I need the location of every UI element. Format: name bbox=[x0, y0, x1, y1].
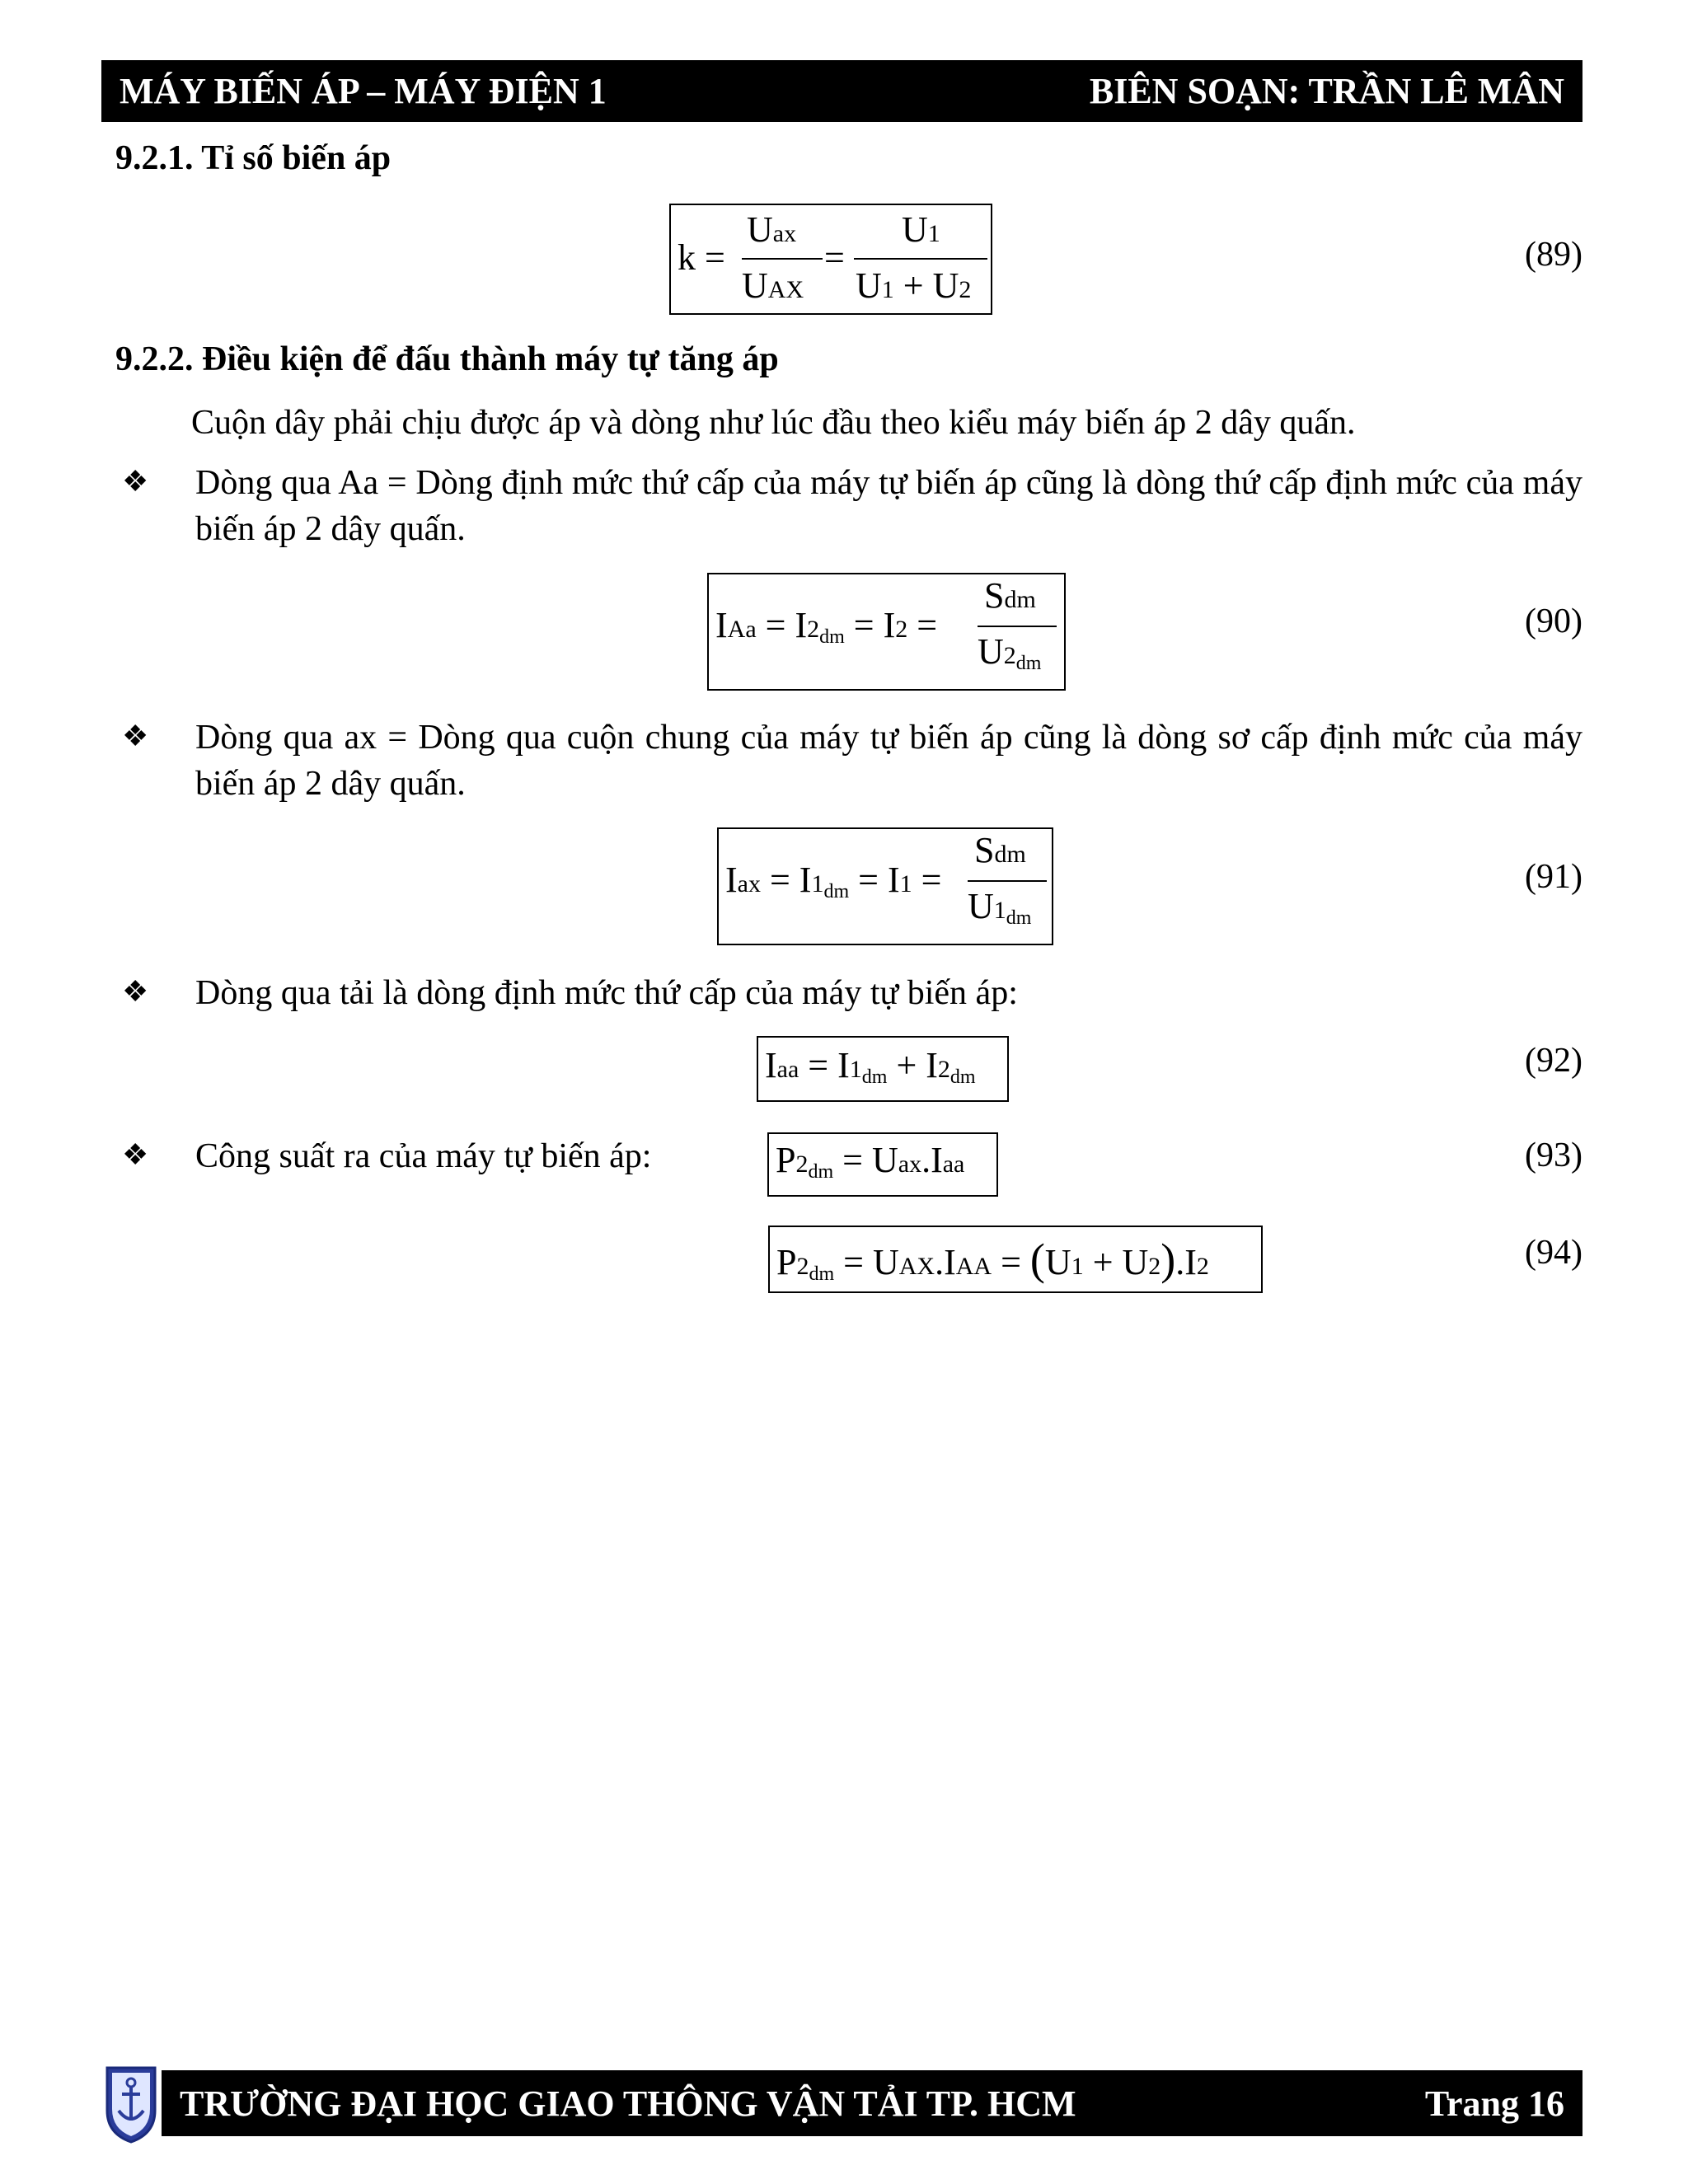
bullet-text-3: Dòng qua tải là dòng định mức thứ cấp của máy tự biến áp: bbox=[195, 974, 1018, 1012]
equation-number-89: (89) bbox=[1525, 236, 1582, 274]
paragraph-intro: Cuộn dây phải chịu được áp và dòng như lúc đầu theo kiểu máy biến áp 2 dây quấn. bbox=[191, 404, 1356, 442]
bullet-text-2: Dòng qua ax = Dòng qua cuộn chung của máy tự biến áp cũng là dòng sơ cấp định mức của máy biến áp 2 dây quấn. bbox=[195, 719, 1582, 803]
page-footer bbox=[162, 2070, 1582, 2136]
equation-89: k = Uax UAX = U1 U1 + U2 bbox=[669, 204, 992, 315]
equation-94: $P2_{dm} = UAX.IAA = (U1 + U2).I2$ bbox=[768, 1226, 1263, 1293]
equation-91: Iax = $I1_{dm} = I1$ = Sdm $U1_{dm}$ bbox=[717, 827, 1053, 945]
section-heading-9-2-1: 9.2.1. Tỉ số biến áp bbox=[115, 139, 392, 177]
bullet-icon: ❖ bbox=[122, 975, 149, 1008]
equation-number-90: (90) bbox=[1525, 602, 1582, 640]
footer-institution: TRƯỜNG ĐẠI HỌC GIAO THÔNG VẬN TẢI TP. HCM bbox=[180, 2083, 1076, 2124]
bullet-text-4: Công suất ra của máy tự biến áp: bbox=[195, 1137, 652, 1175]
bullet-text-1: Dòng qua Aa = Dòng định mức thứ cấp của máy tự biến áp cũng là dòng thứ cấp định mức của máy biến áp 2 dây quấn. bbox=[195, 464, 1582, 548]
section-heading-9-2-2: 9.2.2. Điều kiện để đấu thành máy tự tăng áp bbox=[115, 340, 779, 378]
equation-number-93: (93) bbox=[1525, 1137, 1582, 1174]
university-logo bbox=[102, 2063, 160, 2145]
equation-number-94: (94) bbox=[1525, 1234, 1582, 1272]
page-header bbox=[101, 60, 1582, 122]
header-title: MÁY BIẾN ÁP – MÁY ĐIỆN 1 bbox=[120, 71, 607, 111]
bullet-icon: ❖ bbox=[122, 1138, 149, 1171]
header-author: BIÊN SOẠN: TRẦN LÊ MÂN bbox=[1089, 71, 1564, 111]
equation-93: $P2_{dm} = Uax.Iaa$ bbox=[767, 1132, 998, 1197]
equation-number-92: (92) bbox=[1525, 1042, 1582, 1080]
bullet-icon: ❖ bbox=[122, 719, 149, 752]
bullet-icon: ❖ bbox=[122, 465, 149, 498]
page-number: Trang 16 bbox=[1424, 2083, 1564, 2124]
equation-number-91: (91) bbox=[1525, 858, 1582, 896]
equation-92: Iaa = $I1_{dm} + I2_{dm}$ bbox=[757, 1036, 1009, 1102]
equation-90: IAa = $I2_{dm} = I2$ = Sdm $U2_{dm}$ bbox=[707, 573, 1066, 691]
